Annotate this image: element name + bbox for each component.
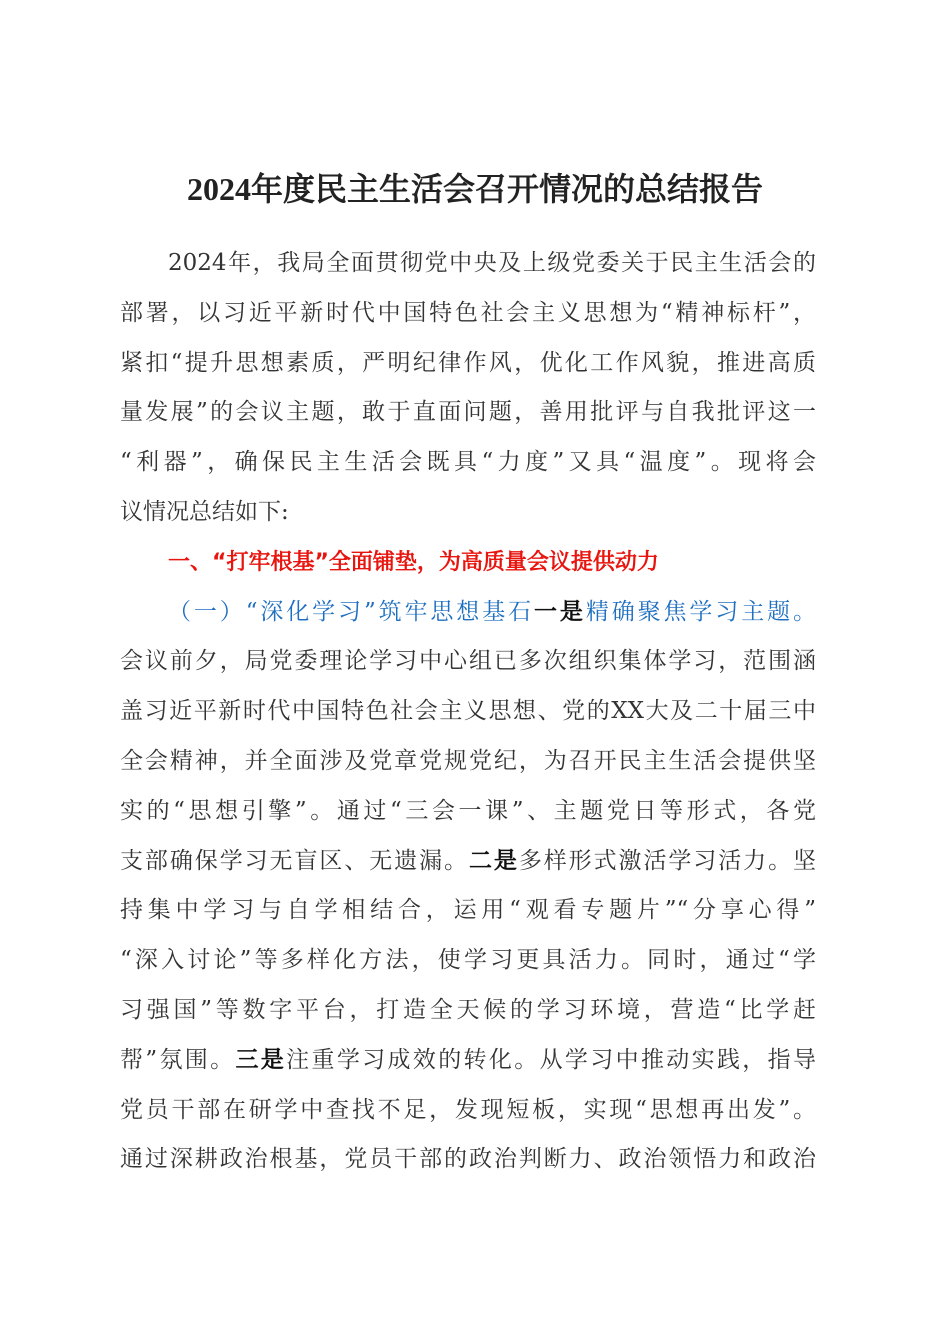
text-segment: 支部确保学习无盲区、无遗漏。 [120,847,469,874]
paragraph-line [120,943,816,977]
paragraph-line [120,993,816,1027]
text-segment: 精确聚焦学习主题。 [585,598,817,625]
text-segment: 盖习近平新时代中国特色社会主义思想、党的XX大及二十届三中 [120,698,816,725]
paragraph-line [120,844,816,878]
text-segment: 实的“思想引擎”。通过“三会一课”、主题党日等形式，各党 [120,797,816,824]
bold-text: 二是 [468,846,519,874]
text-segment: 全会精神，并全面涉及党章党规党纪，为召开民主生活会提供坚 [120,748,816,774]
paragraph-line [120,1043,816,1077]
document-title: 2024年度民主生活会召开情况的总结报告 [186,171,763,207]
text-segment: 2024年，我局全面贯彻党中央及上级党委关于民主生活会的 [168,250,816,276]
text-segment: 部署，以习近平新时代中国特色社会主义思想为“精神标杆”， [120,299,816,326]
text-segment: （一）“深化学习”筑牢思想基石 [168,598,534,625]
paragraph-line [168,246,816,280]
text-segment: 紧扣“提升思想素质，严明纪律作风，优化工作风貌，推进高质 [120,349,816,376]
paragraph-line [120,395,816,429]
paragraph-line [120,644,816,678]
bold-text: 三是 [235,1045,287,1073]
text-segment: 通过深耕政治根基，党员干部的政治判断力、政治领悟力和政治 [120,1146,816,1173]
text-segment: 注重学习成效的转化。从学习中推动实践，指导 [286,1046,816,1073]
text-segment: 持集中学习与自学相结合，运用“观看专题片”“分享心得” [120,897,816,924]
paragraph-line [120,445,816,479]
section-heading [168,545,816,579]
text-segment: 党员干部在研学中查找不足，发现短板，实现“思想再出发”。 [120,1096,816,1123]
paragraph-line [120,794,816,828]
text-segment: “利器”，确保民主生活会既具“力度”又具“温度”。现将会 [120,449,816,476]
bold-text: 一是 [534,597,586,625]
text-segment: 帮”氛围。 [120,1046,236,1073]
paragraph-line [120,694,816,728]
paragraph-line [120,495,816,529]
text-segment: 量发展”的会议主题，敢于直面问题，善用批评与自我批评这一 [120,399,816,426]
paragraph-line [120,744,816,778]
paragraph-line [120,296,816,330]
paragraph-line [120,893,816,927]
paragraph-line [120,1093,816,1127]
text-segment: 会议前夕，局党委理论学习中心组已多次组织集体学习，范围涵 [120,648,816,675]
text-segment: 议情况总结如下: [120,499,289,525]
paragraph-line [120,1142,816,1176]
text-segment: 习强国”等数字平台，打造全天候的学习环境，营造“比学赶 [120,997,816,1023]
text-segment: “深入讨论”等多样化方法，使学习更具活力。同时，通过“学 [120,947,816,974]
text-segment: 多样形式激活学习活力。坚 [518,847,817,874]
paragraph-line [120,346,816,380]
text-segment: 一、“打牢根基”全面铺垫，为高质量会议提供动力 [168,549,659,575]
subsection-heading [168,595,816,629]
